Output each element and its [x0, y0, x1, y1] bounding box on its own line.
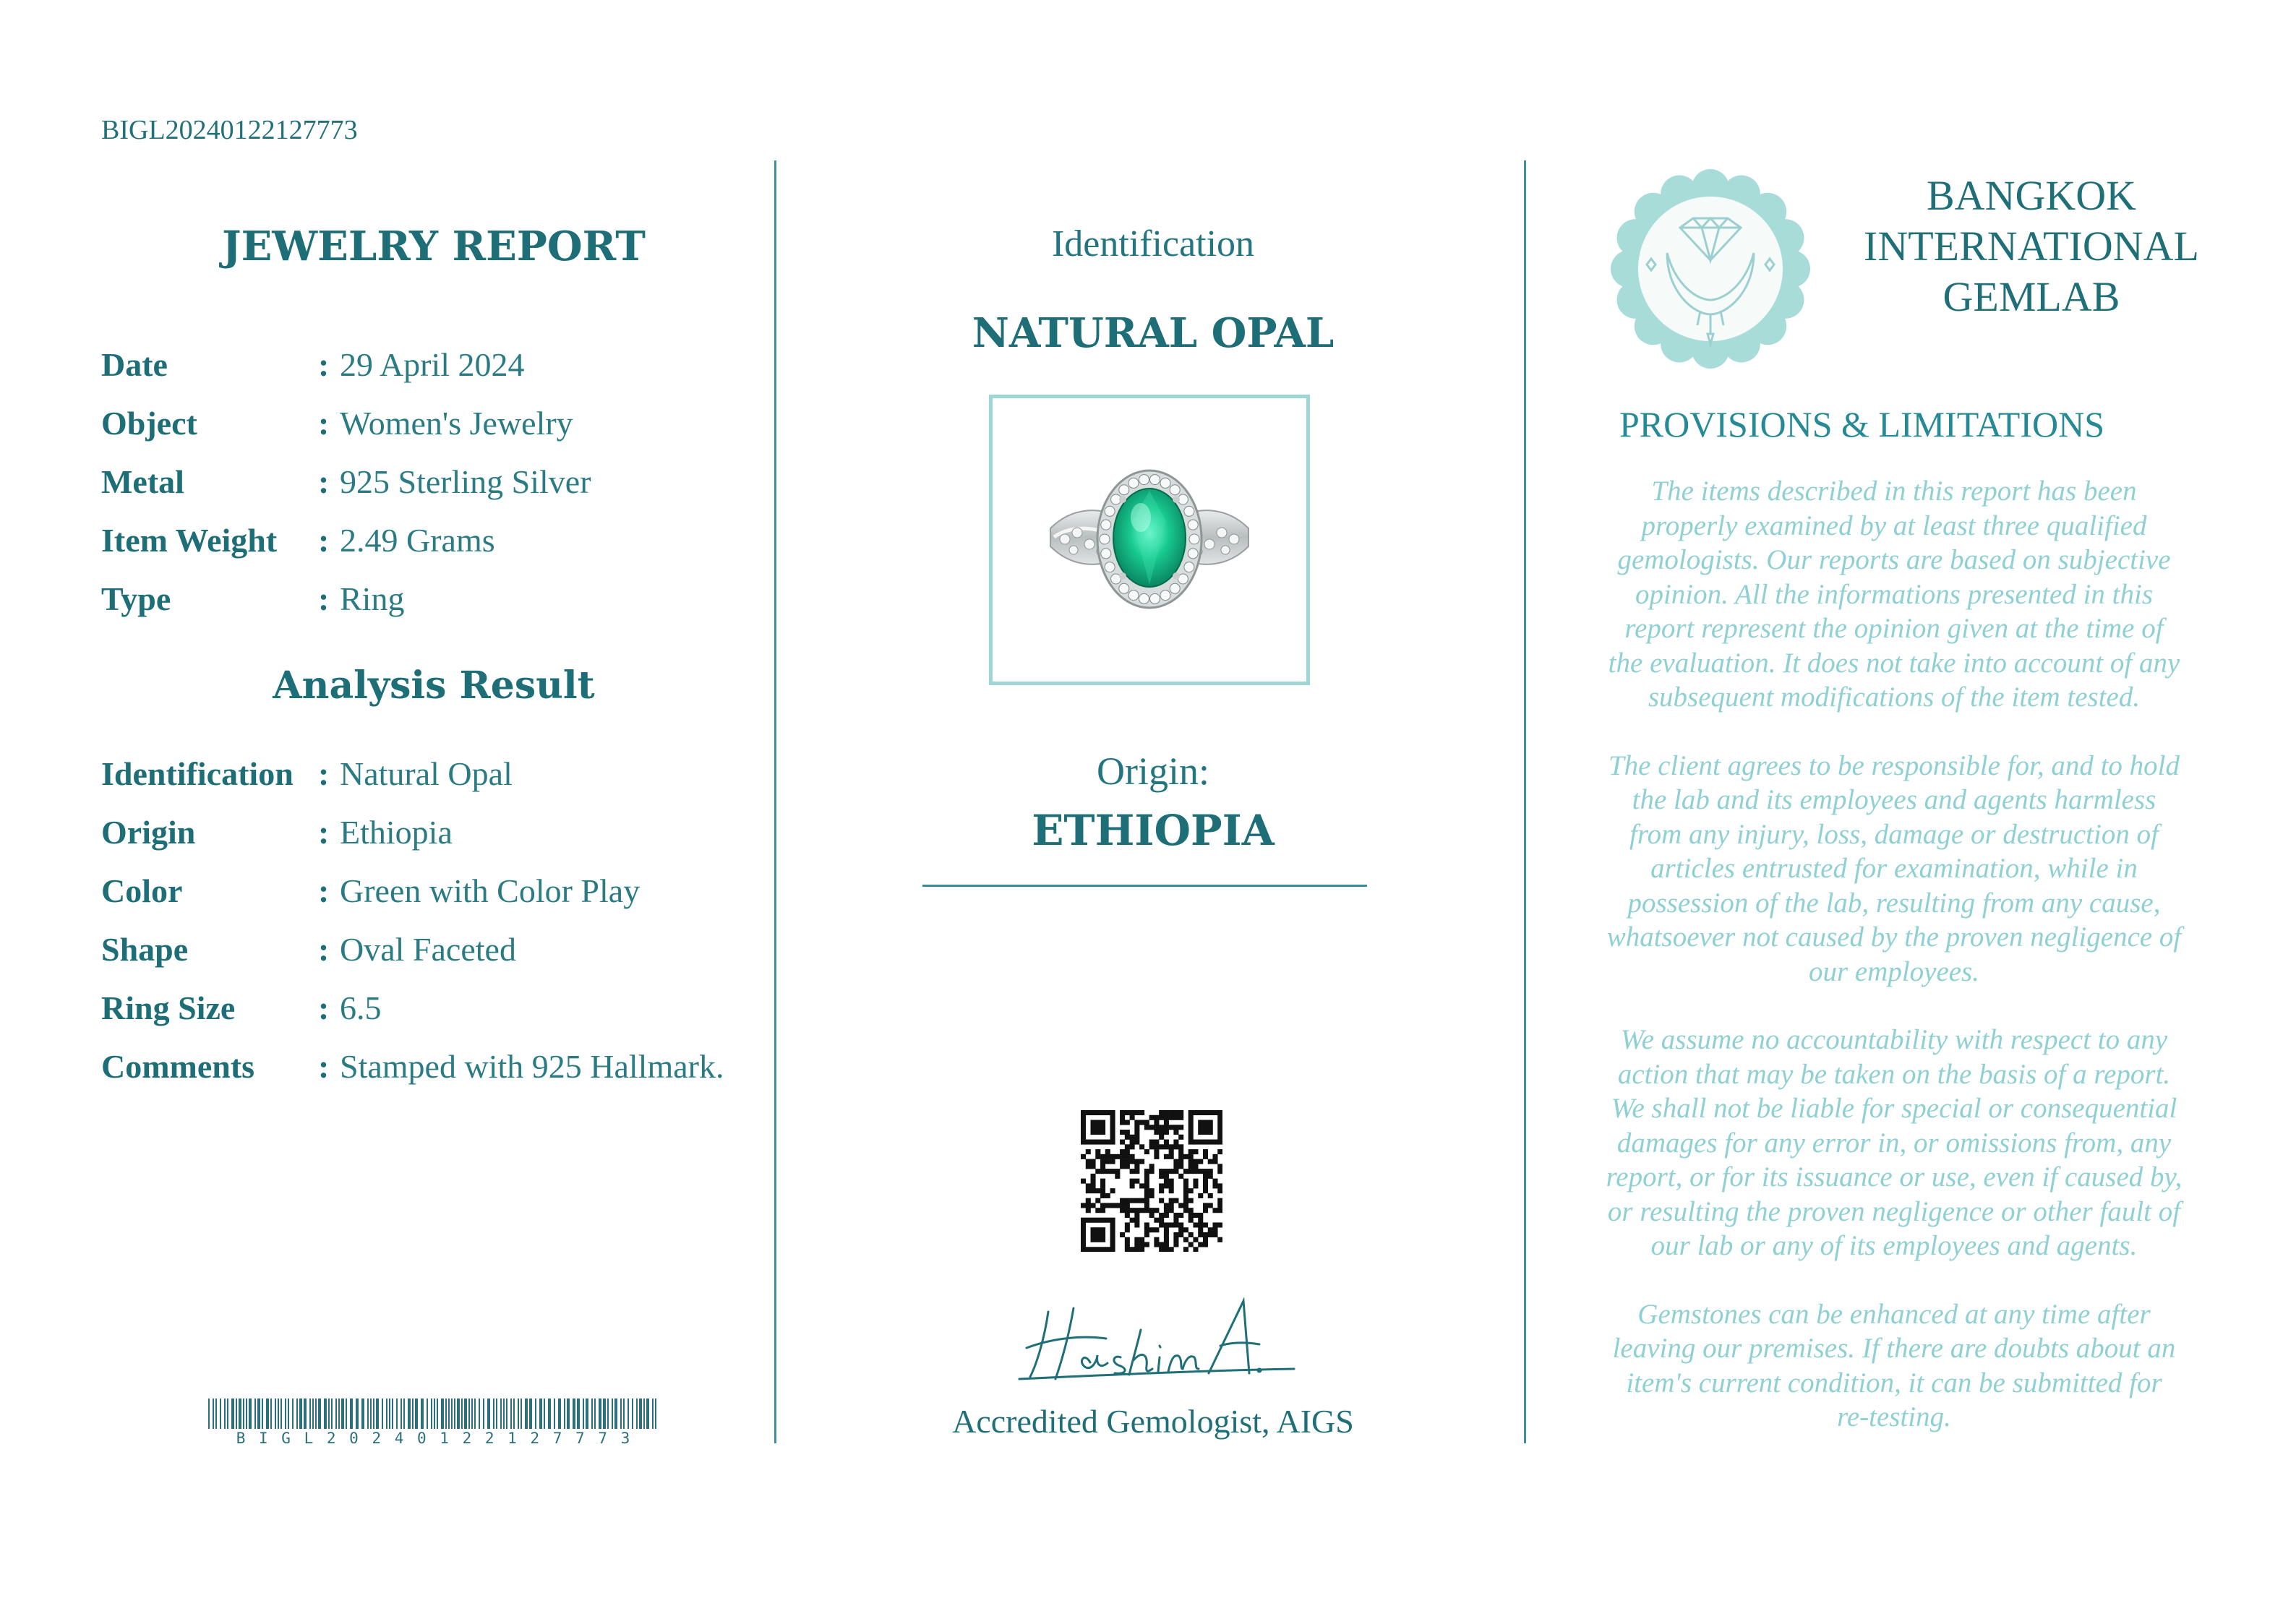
provision-line: item's current condition, it can be submitted for: [1626, 1367, 2162, 1399]
provision-line: from any injury, loss, damage or destruction of: [1629, 818, 2159, 850]
analysis-row-color: [101, 869, 640, 912]
separator: :: [318, 930, 330, 968]
separator: :: [318, 989, 330, 1026]
separator: :: [318, 872, 330, 909]
provision-line: the evaluation. It does not take into account of any: [1608, 647, 2180, 679]
provision-line: The items described in this report has been: [1651, 476, 2137, 507]
analysis-title: Analysis Result: [273, 663, 595, 708]
detail-value: Women's Jewelry: [340, 404, 573, 442]
signature: [1005, 1294, 1308, 1388]
provision-line: The client agrees to be responsible for, and to hold: [1608, 749, 2180, 781]
lab-name-line: BANGKOK: [1927, 172, 2136, 219]
qr-code: [1081, 1110, 1222, 1252]
identification-value: NATURAL OPAL: [972, 309, 1335, 357]
provision-line: We shall not be liable for special or consequential: [1611, 1093, 2177, 1124]
provision-line: our employees.: [1808, 955, 1980, 987]
provision-line: subsequent modifications of the item tested.: [1648, 682, 2141, 713]
provision-line: or resulting the proven negligence or other fault of: [1607, 1195, 2181, 1227]
provision-line: leaving our premises. If there are doubts about an: [1612, 1333, 2176, 1364]
separator: :: [318, 813, 330, 851]
separator: :: [318, 1047, 330, 1085]
lab-name: [1836, 171, 2227, 322]
report-title: JEWELRY REPORT: [222, 223, 646, 270]
analysis-value: Natural Opal: [340, 755, 513, 792]
analysis-label: Ring Size: [101, 989, 236, 1026]
analysis-row-identification: [101, 752, 513, 795]
separator: :: [318, 345, 330, 383]
ring-image: [993, 398, 1306, 682]
qr-code-image: [1081, 1110, 1222, 1252]
detail-value: 2.49 Grams: [340, 521, 495, 559]
analysis-label: Identification: [101, 755, 294, 792]
separator: :: [318, 755, 330, 792]
separator: :: [318, 404, 330, 442]
seal-icon: [1608, 166, 1813, 371]
detail-label: Metal: [101, 463, 184, 500]
analysis-value: Oval Faceted: [340, 930, 516, 968]
analysis-row-ring-size: [101, 986, 382, 1029]
separator: :: [318, 580, 330, 617]
provision-line: action that may be taken on the basis of a report.: [1617, 1058, 2171, 1090]
analysis-label: Shape: [101, 930, 189, 968]
origin-label: Origin:: [1097, 749, 1209, 793]
analysis-row-origin: [101, 810, 453, 854]
provision-line: opinion. All the informations presented in this: [1635, 578, 2154, 610]
provision-line: report, or for its issuance or use, even if caused by,: [1606, 1161, 2183, 1193]
origin-value: ETHIOPIA: [1032, 806, 1275, 855]
detail-label: Date: [101, 345, 168, 383]
provision-line: re-testing.: [1837, 1401, 1951, 1432]
barcode: [208, 1399, 660, 1449]
provision-paragraph-1: [1569, 474, 2219, 715]
detail-row-type: [101, 577, 404, 620]
provision-line: whatsoever not caused by the proven negligence of: [1606, 921, 2182, 953]
barcode-text: B I G L 2 0 2 4 0 1 2 2 1 2 7 7 7 3: [236, 1430, 633, 1447]
detail-row-object: [101, 401, 573, 444]
provision-paragraph-3: [1569, 1023, 2219, 1263]
analysis-label: Comments: [101, 1047, 255, 1085]
provision-line: properly examined by at least three qualified: [1641, 510, 2147, 541]
provision-line: articles entrusted for examination, while in: [1650, 853, 2138, 884]
detail-label: Type: [101, 580, 171, 617]
provision-line: our lab or any of its employees and agents.: [1650, 1230, 2138, 1261]
provision-line: gemologists. Our reports are based on subjective: [1617, 544, 2171, 575]
lab-name-line: INTERNATIONAL: [1864, 223, 2199, 270]
analysis-value: 6.5: [340, 989, 382, 1026]
report-id: BIGL20240122127773: [101, 115, 358, 145]
analysis-value: Green with Color Play: [340, 872, 641, 909]
lab-name-line: GEMLAB: [1942, 273, 2120, 320]
analysis-value: Stamped with 925 Hallmark.: [340, 1047, 724, 1085]
detail-row-weight: [101, 518, 495, 562]
detail-label: Object: [101, 404, 197, 442]
provision-paragraph-2: [1569, 749, 2219, 989]
provision-line: Gemstones can be enhanced at any time after: [1637, 1298, 2151, 1330]
origin-underline: [922, 885, 1367, 887]
provision-line: damages for any error in, or omissions from, any: [1616, 1127, 2172, 1159]
provision-paragraph-4: [1569, 1297, 2219, 1435]
provision-line: report represent the opinion given at the time of: [1624, 613, 2164, 644]
provisions-title: PROVISIONS & LIMITATIONS: [1619, 404, 2105, 444]
detail-row-date: [101, 343, 525, 386]
provision-line: the lab and its employees and agents harmless: [1632, 784, 2156, 815]
detail-row-metal: [101, 460, 591, 503]
divider-right: [1524, 160, 1526, 1443]
provision-line: possession of the lab, resulting from any cause,: [1627, 887, 2161, 919]
detail-label: Item Weight: [101, 521, 278, 559]
detail-value: 925 Sterling Silver: [340, 463, 591, 500]
analysis-label: Origin: [101, 813, 196, 851]
provision-line: We assume no accountability with respect to any: [1620, 1024, 2168, 1055]
analysis-label: Color: [101, 872, 183, 909]
identification-label: Identification: [1051, 223, 1255, 265]
detail-value: 29 April 2024: [340, 345, 525, 383]
analysis-row-comments: [101, 1044, 724, 1088]
divider-left: [774, 160, 776, 1443]
ring-photo-frame: [989, 395, 1310, 685]
barcode-bars: [208, 1399, 660, 1429]
separator: :: [318, 521, 330, 559]
analysis-value: Ethiopia: [340, 813, 453, 851]
provisions-body: [1569, 474, 2219, 1435]
separator: :: [318, 463, 330, 500]
signature-image: [1005, 1294, 1308, 1388]
lab-seal-logo: [1608, 166, 1813, 371]
analysis-row-shape: [101, 927, 516, 971]
detail-value: Ring: [340, 580, 405, 617]
gemologist-title: Accredited Gemologist, AIGS: [952, 1403, 1354, 1440]
